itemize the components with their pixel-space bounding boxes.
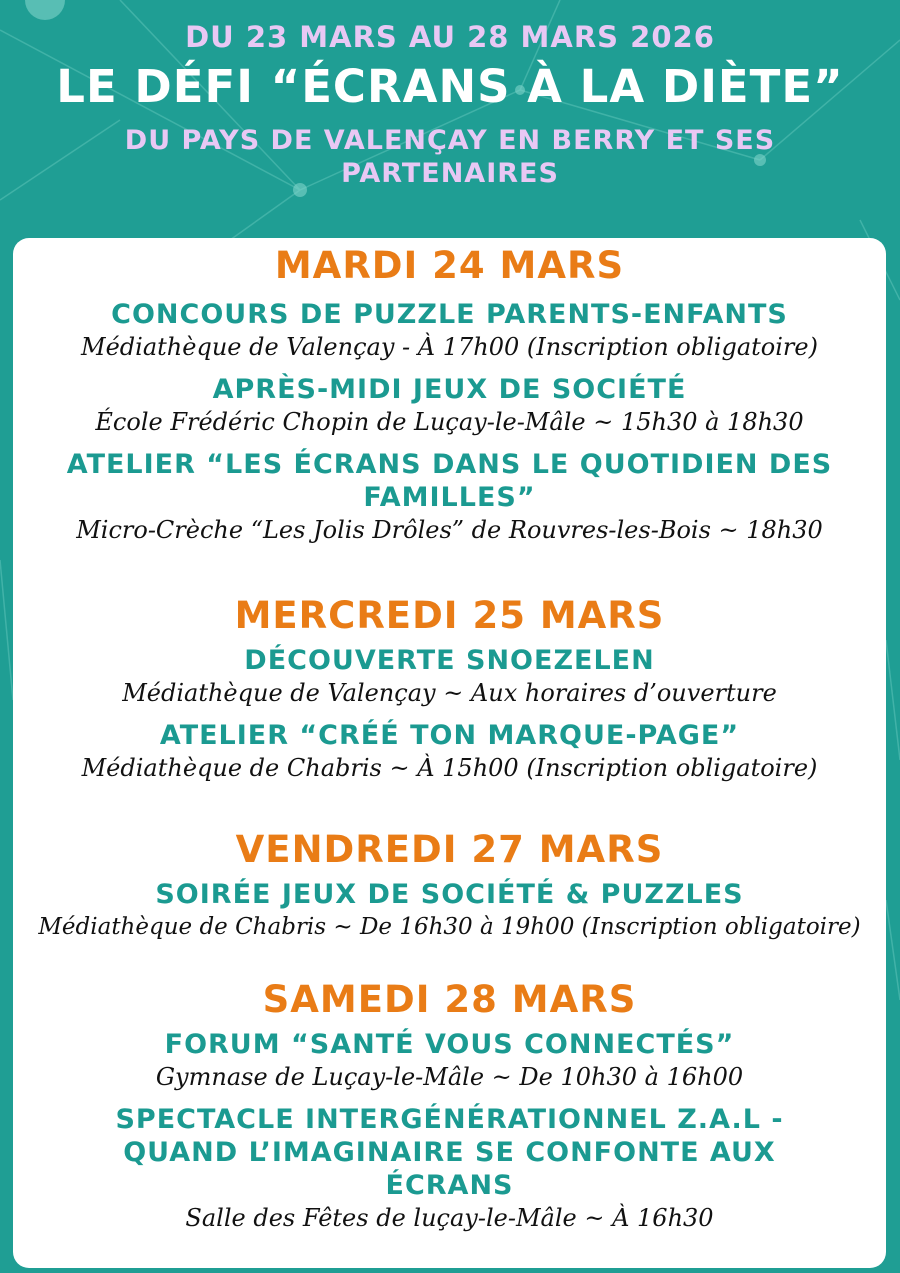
event-title: CONCOURS DE PUZZLE PARENTS-ENFANTS [111,299,788,330]
event-title: FORUM “SANTÉ VOUS CONNECTÉS” [164,1029,735,1060]
event-title: DÉCOUVERTE SNOEZELEN [244,645,655,676]
event-detail: Gymnase de Luçay-le-Mâle ~ De 10h30 à 16h00 [155,1063,744,1091]
poster-subtitle: DU PAYS DE VALENÇAY EN BERRY ET SES PARTENAIRES [124,125,776,189]
poster-title: LE DÉFI “ÉCRANS À LA DIÈTE” [56,60,844,113]
event-title: ATELIER “LES ÉCRANS DANS LE QUOTIDIEN DES FAMILLES” [66,449,833,513]
day-block-vendredi [13,828,886,943]
event-detail: Médiathèque de Valençay ~ Aux horaires d’ouverture [122,679,777,707]
event-title: ATELIER “CRÉÉ TON MARQUE-PAGE” [159,720,740,751]
event-detail: Micro-Crèche “Les Jolis Drôles” de Rouvres-les-Bois ~ 18h30 [76,516,823,544]
day-heading: SAMEDI 28 MARS [262,978,637,1021]
event-detail: Médiathèque de Valençay - À 17h00 (Inscription obligatoire) [81,333,818,361]
program-card [13,238,886,1268]
day-block-mardi [13,244,886,546]
event-title: SPECTACLE INTERGÉNÉRATIONNEL Z.A.L - QUAND L’IMAGINAIRE SE CONFONTE AUX ÉCRANS [115,1104,784,1201]
event-detail: Salle des Fêtes de luçay-le-Mâle ~ À 16h30 [185,1204,714,1232]
day-block-samedi [13,978,886,1234]
date-range: DU 23 MARS AU 28 MARS 2026 [185,20,715,54]
day-block-mercredi [13,594,886,784]
poster-header [0,0,900,190]
event-detail: École Frédéric Chopin de Luçay-le-Mâle ~ 15h30 à 18h30 [95,408,804,436]
day-heading: MARDI 24 MARS [274,244,625,287]
event-detail: Médiathèque de Chabris ~ À 15h00 (Inscription obligatoire) [81,754,818,782]
day-heading: VENDREDI 27 MARS [235,828,664,871]
event-title: SOIRÉE JEUX DE SOCIÉTÉ & PUZZLES [155,879,744,910]
day-heading: MERCREDI 25 MARS [234,594,665,637]
event-title: APRÈS-MIDI JEUX DE SOCIÉTÉ [212,374,687,405]
event-detail: Médiathèque de Chabris ~ De 16h30 à 19h00 (Inscription obligatoire) [38,914,861,940]
